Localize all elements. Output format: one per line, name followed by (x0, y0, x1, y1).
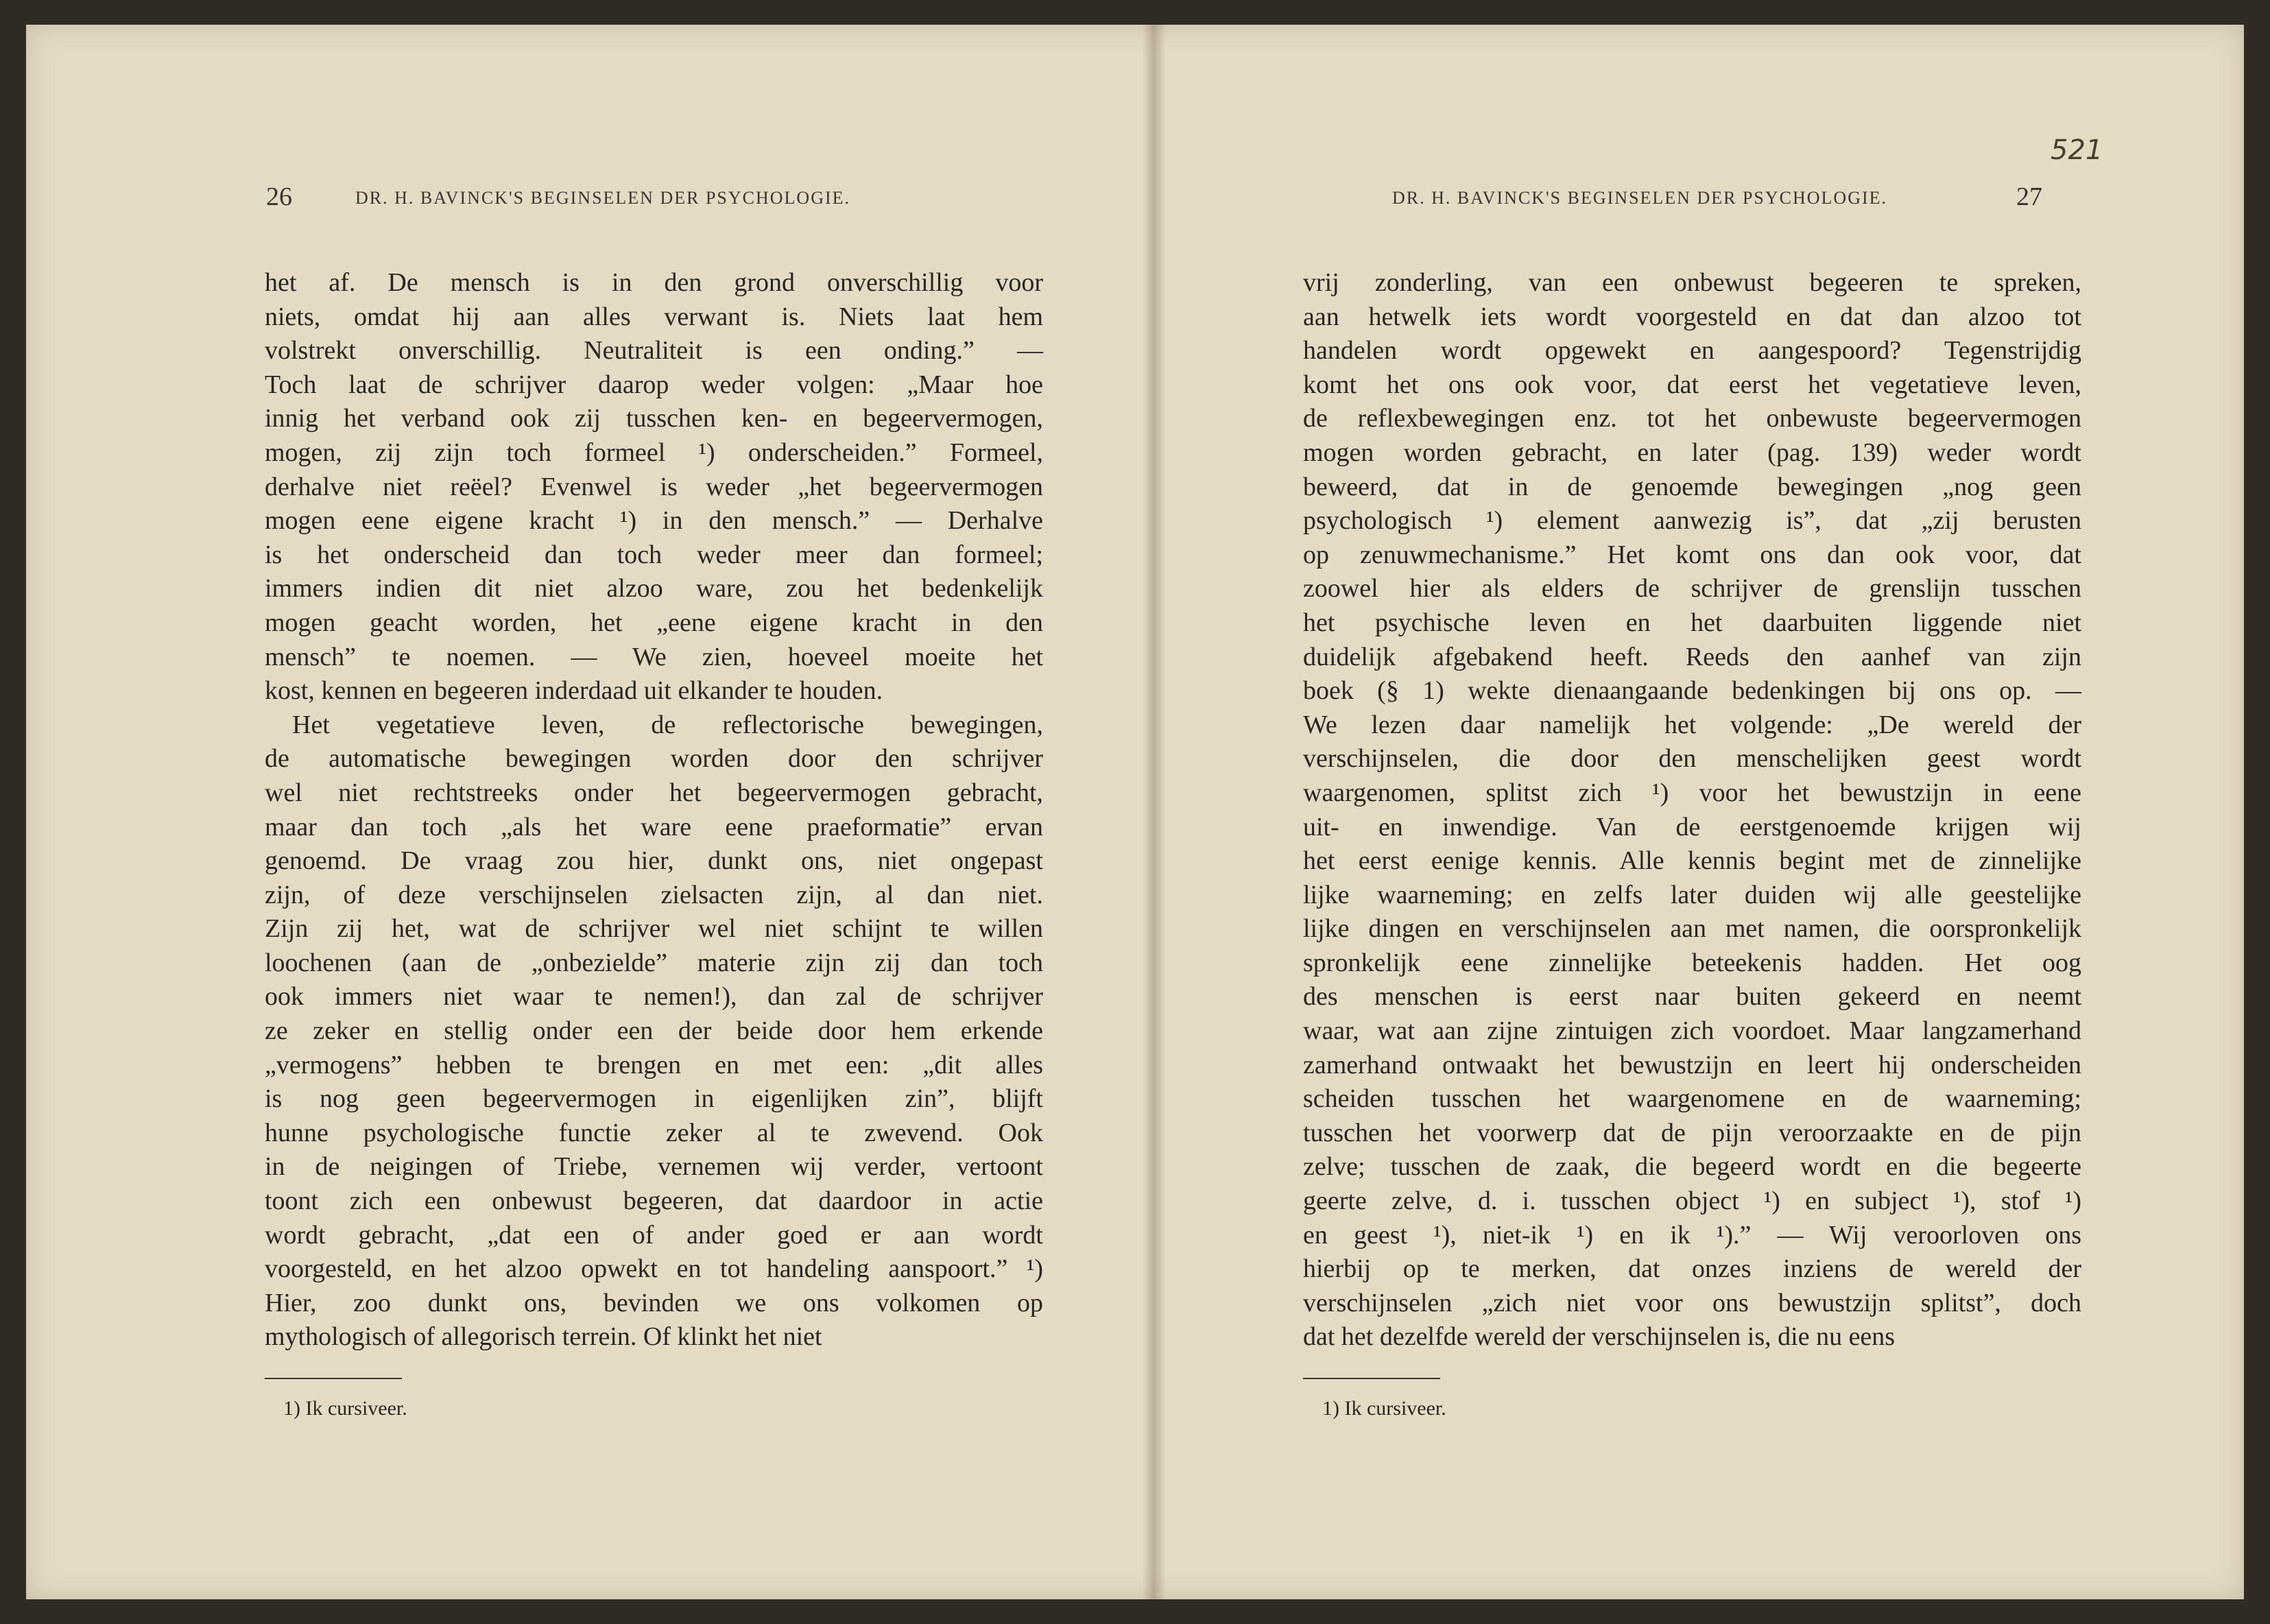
text-line: hunne psychologische functie zeker al te zwevend. Ook (265, 1118, 1043, 1147)
right-footnote-rule (1303, 1378, 1440, 1379)
text-line: de reflexbewegingen enz. tot het onbewuste begeervermogen (1303, 404, 2081, 433)
text-line: wel niet rechtstreeks onder het begeervermogen gebracht, (265, 778, 1043, 807)
left-footnote: 1) Ik cursiveer. (283, 1397, 407, 1420)
left-running-title: DR. H. BAVINCK'S BEGINSELEN DER PSYCHOLOGIE. (355, 188, 851, 208)
text-line: beweerd, dat in de genoemde bewegingen „nog geen (1303, 472, 2081, 501)
text-line: zijn, of deze verschijnselen zielsacten zijn, al dan niet. (265, 880, 1043, 909)
text-line: voorgesteld, en het alzoo opwekt en tot handeling aanspoort.” ¹) (265, 1254, 1043, 1284)
text-line: waargenomen, splitst zich ¹) voor het bewustzijn in eene (1303, 778, 2081, 807)
text-line: het psychische leven en het daarbuiten liggende niet (1303, 608, 2081, 637)
text-line: zoowel hier als elders de schrijver de grenslijn tusschen (1303, 574, 2081, 604)
text-line: geerte zelve, d. i. tusschen object ¹) en subject ¹), stof ¹) (1303, 1186, 2081, 1216)
text-line: niets, omdat hij aan alles verwant is. Niets laat hem (265, 302, 1043, 331)
text-line: des menschen is eerst naar buiten gekeerd en neemt (1303, 982, 2081, 1012)
left-page (26, 25, 1143, 1599)
text-line: Zijn zij het, wat de schrijver wel niet schijnt te willen (265, 914, 1043, 944)
text-line: tusschen het voorwerp dat de pijn veroorzaakte en de pijn (1303, 1118, 2081, 1147)
text-line: lijke waarneming; en zelfs later duiden wij alle geestelijke (1303, 880, 2081, 909)
text-line: lijke dingen en verschijnselen aan met namen, die oorspronkelijk (1303, 914, 2081, 944)
text-line: ze zeker en stellig onder een der beide door hem erkende (265, 1016, 1043, 1046)
text-line: derhalve niet reëel? Evenwel is weder „het begeervermogen (265, 472, 1043, 501)
text-line: zelve; tusschen de zaak, die begeerd wordt en die begeerte (1303, 1152, 2081, 1182)
text-line: loochenen (aan de „onbezielde” materie zijn zij dan toch (265, 948, 1043, 977)
left-page-number: 26 (266, 182, 292, 211)
text-line: kost, kennen en begeeren inderdaad uit elkander te houden. (265, 676, 883, 706)
text-line: boek (§ 1) wekte dienaangaande bedenkingen bij ons op. — (1303, 676, 2081, 706)
text-line: Het vegetatieve leven, de reflectorische bewegingen, (292, 710, 1043, 739)
text-line: genoemd. De vraag zou hier, dunkt ons, niet ongepast (265, 846, 1043, 876)
book-spread (26, 25, 2244, 1599)
text-line: mogen worden gebracht, en later (pag. 139) weder wordt (1303, 438, 2081, 467)
text-line: vrij zonderling, van een onbewust begeeren te spreken, (1303, 268, 2081, 297)
text-line: immers indien dit niet alzoo ware, zou het bedenkelijk (265, 574, 1043, 604)
text-line: mensch” te noemen. — We zien, hoeveel moeite het (265, 642, 1043, 671)
right-footnote: 1) Ik cursiveer. (1322, 1397, 1446, 1420)
text-line: Hier, zoo dunkt ons, bevinden we ons volkomen op (265, 1288, 1043, 1317)
text-line: en geest ¹), niet-ik ¹) en ik ¹).” — Wij veroorloven ons (1303, 1220, 2081, 1250)
text-line: komt het ons ook voor, dat eerst het vegetatieve leven, (1303, 370, 2081, 399)
text-line: mogen eene eigene kracht ¹) in den mensch.” — Derhalve (265, 506, 1043, 536)
text-line: toont zich een onbewust begeeren, dat daardoor in actie (265, 1186, 1043, 1216)
right-body-text (1303, 266, 2081, 1354)
text-line: volstrekt onverschillig. Neutraliteit is een onding.” — (265, 336, 1043, 366)
text-line: dat het dezelfde wereld der verschijnselen is, die nu eens (1303, 1322, 1896, 1352)
text-line: waar, wat aan zijne zintuigen zich voordoet. Maar langzamerhand (1303, 1016, 2081, 1046)
text-line: Toch laat de schrijver daarop weder volgen: „Maar hoe (265, 370, 1043, 399)
text-line: scheiden tusschen het waargenomene en de waarneming; (1303, 1084, 2081, 1114)
text-line: We lezen daar namelijk het volgende: „De wereld der (1303, 710, 2081, 739)
text-line: handelen wordt opgewekt en aangespoord? Tegenstrijdig (1303, 336, 2081, 366)
right-page (1166, 25, 2244, 1599)
text-line: zamerhand ontwaakt het bewustzijn en leert hij onderscheiden (1303, 1050, 2081, 1079)
text-line: „vermogens” hebben te brengen en met een: „dit alles (265, 1050, 1043, 1079)
text-line: uit- en inwendige. Van de eerstgenoemde krijgen wij (1303, 812, 2081, 841)
text-line: aan hetwelk iets wordt voorgesteld en dat dan alzoo tot (1303, 302, 2081, 331)
text-line: het eerst eenige kennis. Alle kennis begint met de zinnelijke (1303, 846, 2081, 876)
text-line: is het onderscheid dan toch weder meer dan formeel; (265, 540, 1043, 569)
text-line: op zenuwmechanisme.” Het komt ons dan ook voor, dat (1303, 540, 2081, 569)
text-line: mogen, zij zijn toch formeel ¹) onderscheiden.” Formeel, (265, 438, 1043, 467)
text-line: duidelijk afgebakend heeft. Reeds den aanhef van zijn (1303, 642, 2081, 671)
text-line: ook immers niet waar te nemen!), dan zal de schrijver (265, 982, 1043, 1012)
left-body-text (265, 266, 1043, 1354)
text-line: in de neigingen of Triebe, vernemen wij verder, vertoont (265, 1152, 1043, 1182)
text-line: mythologisch of allegorisch terrein. Of klinkt het niet (265, 1322, 822, 1352)
text-line: innig het verband ook zij tusschen ken- en begeervermogen, (265, 404, 1043, 433)
right-page-number: 27 (2016, 182, 2042, 211)
text-line: maar dan toch „als het ware eene praeformatie” ervan (265, 812, 1043, 841)
text-line: verschijnselen „zich niet voor ons bewustzijn splitst”, doch (1303, 1288, 2081, 1317)
text-line: de automatische bewegingen worden door den schrijver (265, 744, 1043, 774)
text-line: psychologisch ¹) element aanwezig is”, dat „zij berusten (1303, 506, 2081, 536)
text-line: mogen geacht worden, het „eene eigene kracht in den (265, 608, 1043, 637)
right-running-title: DR. H. BAVINCK'S BEGINSELEN DER PSYCHOLOGIE. (1392, 188, 1888, 208)
handwritten-annotation: 521 (2051, 134, 2103, 166)
left-footnote-rule (265, 1378, 402, 1379)
book-gutter (1143, 25, 1166, 1599)
text-line: hierbij op te merken, dat onzes inziens de wereld der (1303, 1254, 2081, 1284)
text-line: is nog geen begeervermogen in eigenlijken zin”, blijft (265, 1084, 1043, 1114)
text-line: het af. De mensch is in den grond onverschillig voor (265, 268, 1043, 297)
text-line: wordt gebracht, „dat een of ander goed er aan wordt (265, 1220, 1043, 1250)
text-line: verschijnselen, die door den menschelijken geest wordt (1303, 744, 2081, 774)
text-line: spronkelijk eene zinnelijke beteekenis hadden. Het oog (1303, 948, 2081, 977)
